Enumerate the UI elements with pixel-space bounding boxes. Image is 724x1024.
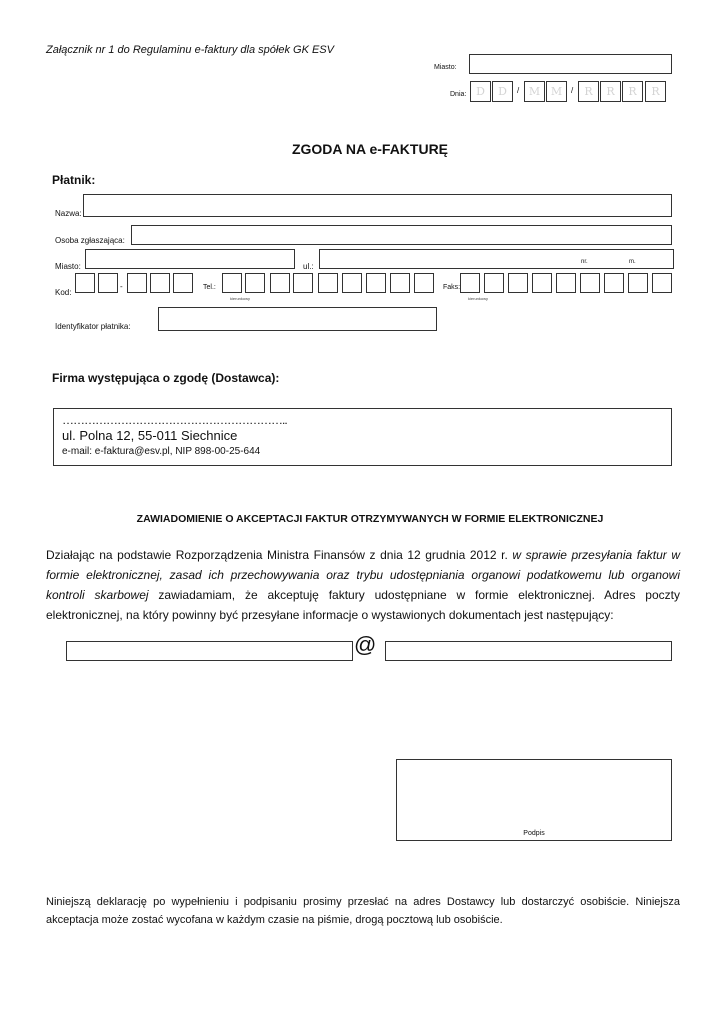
at-sign: @ [354,632,377,657]
date-digit-box[interactable]: R [578,81,599,102]
page-title: ZGODA NA e-FAKTURĘ [291,141,449,157]
fax-prefix-note: kierunkowy [468,296,489,301]
date-separator: / [571,86,574,95]
phone-digit-box[interactable] [366,273,386,293]
phone-digit-box[interactable] [222,273,242,293]
payer-name-label: Nazwa: [55,209,82,218]
fax-digit-box[interactable] [460,273,480,293]
payer-id-field[interactable] [158,307,437,331]
payer-person-label: Osoba zgłaszająca: [55,236,125,245]
notice-italic-text: formie elektronicznej, zasad ich przechowywania oraz trybu udostępniania organowi podatkowemu lub organowi [46,568,680,582]
payer-person-field[interactable] [131,225,672,245]
fax-digit-box[interactable] [556,273,576,293]
supplier-box [53,408,672,466]
notice-paragraph-line [46,545,680,565]
supplier-heading: Firma występująca o zgodę (Dostawca): [52,371,280,385]
signature-box[interactable] [396,759,672,841]
code-separator: - [120,282,123,291]
fax-digit-box[interactable] [508,273,528,293]
date-digit-box[interactable]: M [524,81,545,102]
payer-city-label: Miasto: [55,262,81,271]
postal-code-digit-box[interactable] [127,273,147,293]
date-digit-box[interactable]: D [492,81,513,102]
fax-digit-box[interactable] [604,273,624,293]
fax-digit-box[interactable] [484,273,504,293]
signature-label: Podpis [523,830,545,837]
notice-paragraph-line [46,565,680,585]
date-digit-box[interactable]: R [600,81,621,102]
phone-digit-box[interactable] [342,273,362,293]
fax-digit-box[interactable] [652,273,672,293]
phone-digit-box[interactable] [318,273,338,293]
supplier-name-dots: …………………………………………………….. [62,413,287,427]
payer-nr-label: nr. [581,259,588,265]
notice-italic-text: kontroli skarbowej [46,588,149,602]
phone-digit-box[interactable] [390,273,410,293]
payer-street-label: ul.: [303,262,314,271]
fax-digit-box[interactable] [580,273,600,293]
payer-name-field[interactable] [83,194,672,217]
notice-text: zawiadamiam, że akceptuję faktury udostępniane w formie elektronicznej. Adres poczty [148,588,680,602]
payer-heading: Płatnik: [52,173,96,187]
notice-text: Działając na podstawie Rozporządzenia Ministra Finansów z dnia 12 grudnia 2012 r. [46,548,513,562]
payer-flat-label: m. [629,259,636,265]
email-domain-field[interactable] [385,641,672,661]
payer-city-field[interactable] [85,249,295,269]
payer-fax-label: Faks: [443,284,461,291]
header-city-label: Miasto: [434,64,457,71]
date-digit-box[interactable]: D [470,81,491,102]
postal-code-digit-box[interactable] [173,273,193,293]
header-date-label: Dnia: [450,91,467,98]
postal-code-digit-box[interactable] [75,273,95,293]
phone-digit-box[interactable] [414,273,434,293]
phone-digit-box[interactable] [293,273,313,293]
header-city-field[interactable] [469,54,672,74]
date-separator: / [517,86,520,95]
notice-text: elektronicznej, na który powinny być przesyłane informacje o wystawionych dokumentach jest następujący: [46,608,614,622]
fax-digit-box[interactable] [532,273,552,293]
payer-code-label: Kod: [55,288,72,297]
supplier-address: ul. Polna 12, 55-011 Siechnice [62,428,238,443]
phone-digit-box[interactable] [245,273,265,293]
notice-paragraph-line [46,585,680,605]
payer-street-field[interactable] [319,249,674,269]
payer-phone-label: Tel.: [203,284,216,291]
postal-code-digit-box[interactable] [98,273,118,293]
footer-line-1: Niniejszą deklarację po wypełnieniu i podpisaniu prosimy przesłać na adres Dostawcy lub dostarczyć osobiście. Niniejsza [46,896,680,908]
phone-prefix-note: kierunkowy [230,296,251,301]
date-digit-box[interactable]: M [546,81,567,102]
notice-heading: ZAWIADOMIENIE O AKCEPTACJI FAKTUR OTRZYMYWANYCH W FORMIE ELEKTRONICZNEJ [136,513,604,525]
supplier-contact: e-mail: e-faktura@esv.pl, NIP 898-00-25-644 [62,446,261,457]
payer-id-label: Identyfikator płatnika: [55,322,131,331]
date-digit-box[interactable]: R [645,81,666,102]
footer-line-2: akceptacja może zostać wycofana w każdym czasie na piśmie, drogą pocztową lub osobiście. [46,914,503,926]
postal-code-digit-box[interactable] [150,273,170,293]
email-local-field[interactable] [66,641,353,661]
annex-note: Załącznik nr 1 do Regulaminu e-faktury dla spółek GK ESV [46,44,334,56]
fax-digit-box[interactable] [628,273,648,293]
notice-paragraph-line [46,605,680,625]
notice-italic-text: w sprawie przesyłania faktur w [512,548,680,562]
date-digit-box[interactable]: R [622,81,643,102]
phone-digit-box[interactable] [270,273,290,293]
